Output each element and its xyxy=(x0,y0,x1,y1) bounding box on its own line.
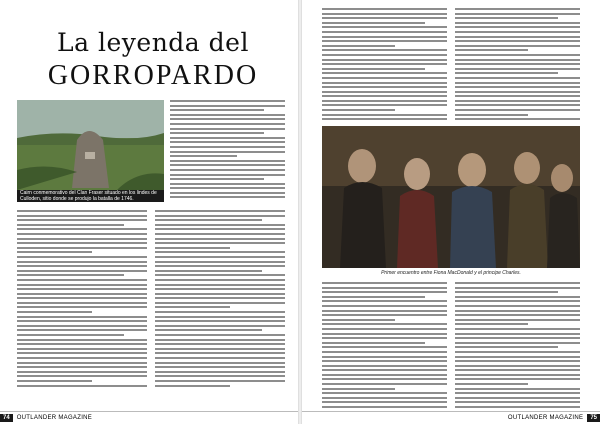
left-page-column-top-right xyxy=(170,100,285,201)
left-footer xyxy=(0,412,298,424)
left-page xyxy=(0,0,298,424)
right-page xyxy=(302,0,600,424)
right-footer xyxy=(302,412,600,424)
article-title-line1: La leyenda del xyxy=(57,28,249,57)
fiona-charles-photo xyxy=(322,126,580,268)
left-page-column-2 xyxy=(155,210,285,389)
right-page-column-2-bottom xyxy=(455,282,580,411)
cairn-photo xyxy=(17,100,164,190)
right-page-column-1-bottom xyxy=(322,282,447,411)
article-title-line2: GORROPARDO xyxy=(47,60,259,91)
right-page-column-2-top xyxy=(455,8,580,123)
left-page-number: 74 xyxy=(0,414,13,422)
right-page-number: 75 xyxy=(587,414,600,422)
left-page-column-1 xyxy=(17,210,147,389)
right-magazine-name: OUTLANDER MAGAZINE xyxy=(507,415,584,421)
fiona-charles-caption: Primer encuentro entre Fiona MacDonald y el principe Charles. xyxy=(381,270,521,276)
left-magazine-name: OUTLANDER MAGAZINE xyxy=(16,415,93,421)
cairn-photo-caption: Cairn conmemorativo del Clan Fraser situado en los lindes de Culloden, sitio donde se produjo la batalla de 1746. xyxy=(17,190,164,202)
right-page-column-1-top xyxy=(322,8,447,123)
